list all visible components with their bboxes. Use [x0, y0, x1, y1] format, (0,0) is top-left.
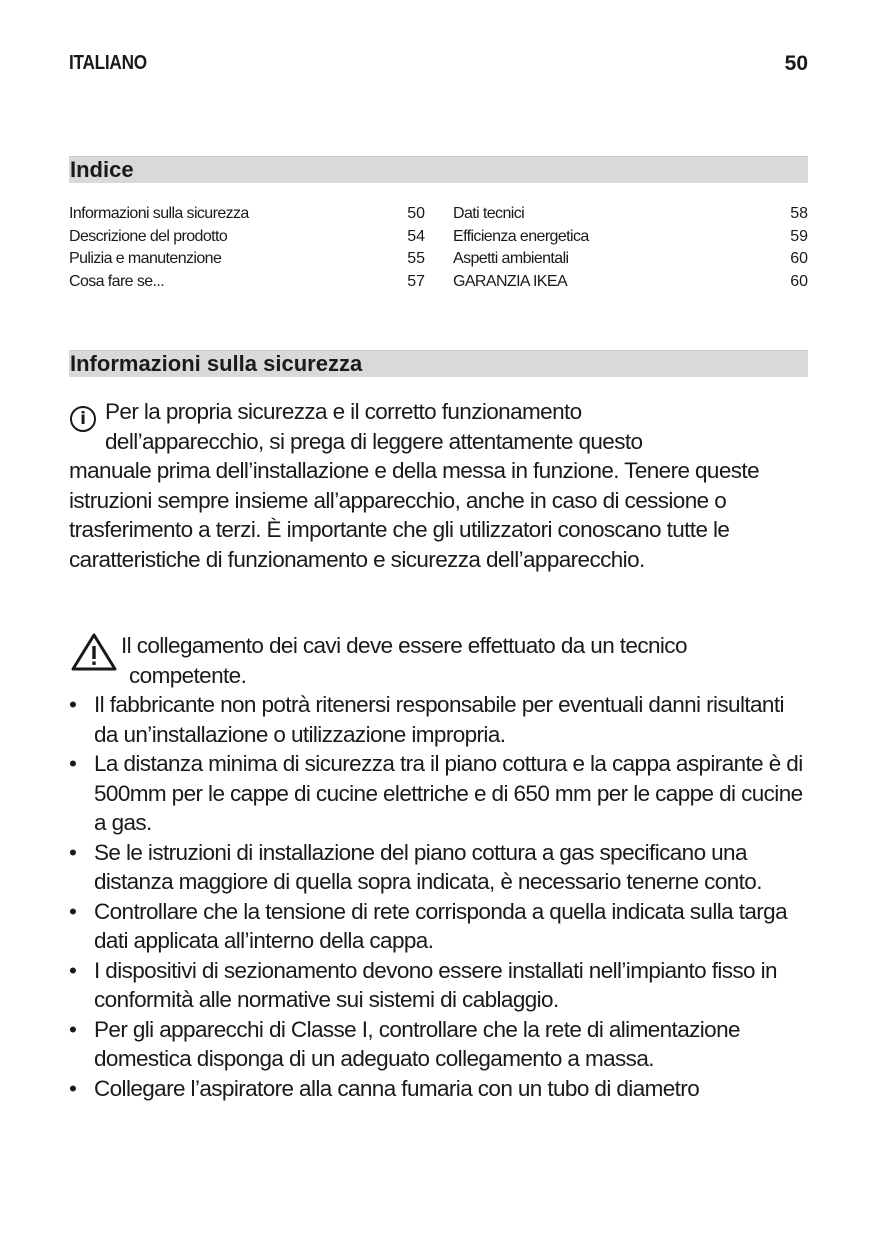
toc-entry-page: 58 [790, 205, 808, 222]
safety-section-bar [69, 350, 808, 377]
toc-entry-page: 57 [407, 272, 425, 290]
info-icon: i [70, 406, 96, 432]
toc-entry-title: GARANZIA IKEA [453, 272, 568, 290]
safety-bullet-list [69, 690, 809, 1103]
toc-entry[interactable] [69, 203, 425, 226]
list-item: • La distanza minima di sicurezza tra il piano cottura e la cappa aspirante è di 500mm per le cappe di cucine elettriche e di 650 mm per le cappe di cucine a gas. [69, 749, 809, 838]
toc-right-column [453, 203, 808, 293]
toc-entry-page: 50 [407, 205, 425, 222]
list-item: • Il fabbricante non potrà ritenersi responsabile per eventuali danni risultanti da un’installazione o utilizzazione impropria. [69, 690, 809, 749]
toc-entry-page: 60 [790, 250, 808, 267]
list-item: • Se le istruzioni di installazione del piano cottura a gas specificano una distanza maggiore di quella sopra indicata, è necessario tenerne conto. [69, 838, 809, 897]
toc-entry[interactable] [453, 271, 808, 294]
toc-entry-title: Informazioni sulla sicurezza [69, 205, 249, 222]
warning-line-1: Il collegamento dei cavi deve essere effettuato da un tecnico [121, 633, 687, 658]
toc-entry-title: Descrizione del prodotto [69, 227, 228, 245]
toc-entry[interactable] [69, 226, 425, 249]
list-item: • Collegare l’aspiratore alla canna fumaria con un tubo di diametro [69, 1074, 809, 1104]
toc-entry[interactable] [453, 226, 808, 249]
toc-entry-title: Dati tecnici [453, 205, 525, 222]
toc-entry[interactable] [453, 248, 808, 271]
warning-text [69, 631, 809, 690]
toc-entry[interactable] [453, 203, 808, 226]
intro-line-2: dell’apparecchio, si prega di leggere attentamente questo [105, 428, 643, 454]
toc-entry-title: Efficienza energetica [453, 227, 589, 245]
toc-entry-page: 55 [407, 250, 425, 267]
index-title: Indice [70, 157, 134, 182]
toc-left-column [69, 203, 425, 293]
toc-entry-title: Pulizia e manutenzione [69, 250, 222, 267]
language-label: ITALIANO [69, 52, 147, 74]
safety-intro-paragraph [69, 397, 809, 574]
index-section-bar [69, 156, 808, 183]
toc-entry-title: Aspetti ambientali [453, 250, 569, 267]
intro-rest: manuale prima dell’installazione e della messa in funzione. Tenere queste istruzioni sempre insieme all’apparecchio, anche in caso di cessione o trasferimento a terzi. È importante che gli utilizzatori conoscano tutte le caratteristiche di funzionamento e sicurezza dell’apparecchio. [69, 458, 759, 572]
toc-entry-page: 59 [790, 227, 808, 245]
toc-entry[interactable] [69, 248, 425, 271]
toc-entry-page: 54 [407, 227, 425, 245]
warning-line-2: competente. [129, 662, 247, 688]
toc-entry[interactable] [69, 271, 425, 294]
list-item: • Controllare che la tensione di rete corrisponda a quella indicata sulla targa dati applicata all’interno della cappa. [69, 897, 809, 956]
intro-line-1: Per la propria sicurezza e il corretto funzionamento [105, 399, 582, 424]
safety-title: Informazioni sulla sicurezza [70, 351, 363, 376]
toc-entry-title: Cosa fare se... [69, 272, 165, 290]
page-number: 50 [784, 52, 808, 75]
list-item: • Per gli apparecchi di Classe I, controllare che la rete di alimentazione domestica disponga di un adeguato collegamento a massa. [69, 1015, 809, 1074]
list-item: • I dispositivi di sezionamento devono essere installati nell’impianto fisso in conformità alle normative sui sistemi di cablaggio. [69, 956, 809, 1015]
page-header [69, 52, 808, 80]
toc-entry-page: 60 [790, 272, 808, 290]
